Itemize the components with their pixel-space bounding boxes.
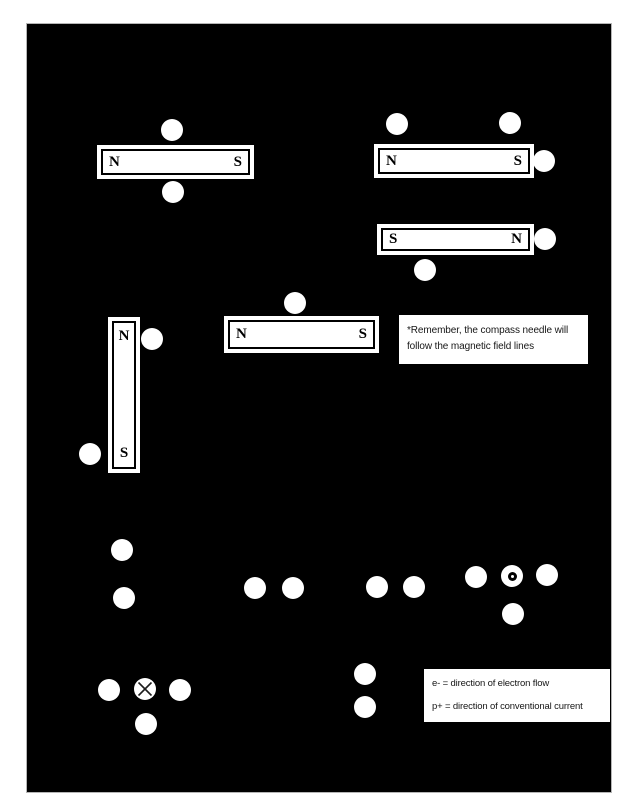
- compass-circle: [354, 696, 376, 718]
- compass-circle: [79, 443, 101, 465]
- note-text-line: e- = direction of electron flow: [432, 678, 550, 689]
- compass-circle: [465, 566, 487, 588]
- note-text-line: p+ = direction of conventional current: [432, 701, 583, 712]
- cross-icon: [134, 678, 156, 700]
- current-into-page-symbol: [134, 678, 156, 700]
- compass-circle: [284, 292, 306, 314]
- magnet-pole-label: N: [118, 328, 130, 344]
- compass-circle: [244, 577, 266, 599]
- compass-circle: [403, 576, 425, 598]
- magnet-body: [112, 321, 136, 469]
- worksheet-board: [26, 23, 612, 793]
- compass-note: [399, 315, 588, 364]
- dot-icon: [508, 572, 517, 581]
- note-text-line: follow the magnetic field lines: [407, 340, 534, 352]
- compass-circle: [533, 150, 555, 172]
- magnet-pole-label: N: [511, 231, 522, 247]
- compass-circle: [536, 564, 558, 586]
- compass-circle: [502, 603, 524, 625]
- current-legend: [424, 669, 610, 722]
- magnet-top-right: [374, 144, 534, 178]
- note-text-line: *Remember, the compass needle will: [407, 325, 569, 336]
- compass-circle: [169, 679, 191, 701]
- magnet-body: [381, 228, 530, 251]
- magnet-pole-label: S: [513, 152, 522, 169]
- compass-circle: [282, 577, 304, 599]
- compass-circle: [414, 259, 436, 281]
- compass-circle: [366, 576, 388, 598]
- magnet-pole-label: S: [119, 445, 129, 461]
- magnet-body: [101, 149, 250, 175]
- compass-circle: [161, 119, 183, 141]
- compass-circle: [111, 539, 133, 561]
- compass-circle: [135, 713, 157, 735]
- current-out-of-page-symbol: [501, 565, 523, 587]
- magnet-pole-label: N: [236, 326, 247, 342]
- compass-circle: [354, 663, 376, 685]
- magnet-pole-label: N: [109, 153, 120, 170]
- magnet-pole-label: S: [233, 153, 242, 170]
- magnet-center: [224, 316, 379, 353]
- compass-circle: [98, 679, 120, 701]
- magnet-middle-right: [377, 224, 534, 255]
- magnet-pole-label: N: [386, 152, 397, 169]
- compass-circle: [386, 113, 408, 135]
- compass-circle: [113, 587, 135, 609]
- magnet-pole-label: S: [358, 326, 367, 342]
- compass-circle: [499, 112, 521, 134]
- magnet-pole-label: S: [389, 231, 398, 247]
- compass-circle: [141, 328, 163, 350]
- magnet-body: [228, 320, 375, 349]
- compass-circle: [534, 228, 556, 250]
- magnet-top-left: [97, 145, 254, 179]
- magnet-vertical-left: [108, 317, 140, 473]
- compass-circle: [162, 181, 184, 203]
- magnet-body: [378, 148, 530, 174]
